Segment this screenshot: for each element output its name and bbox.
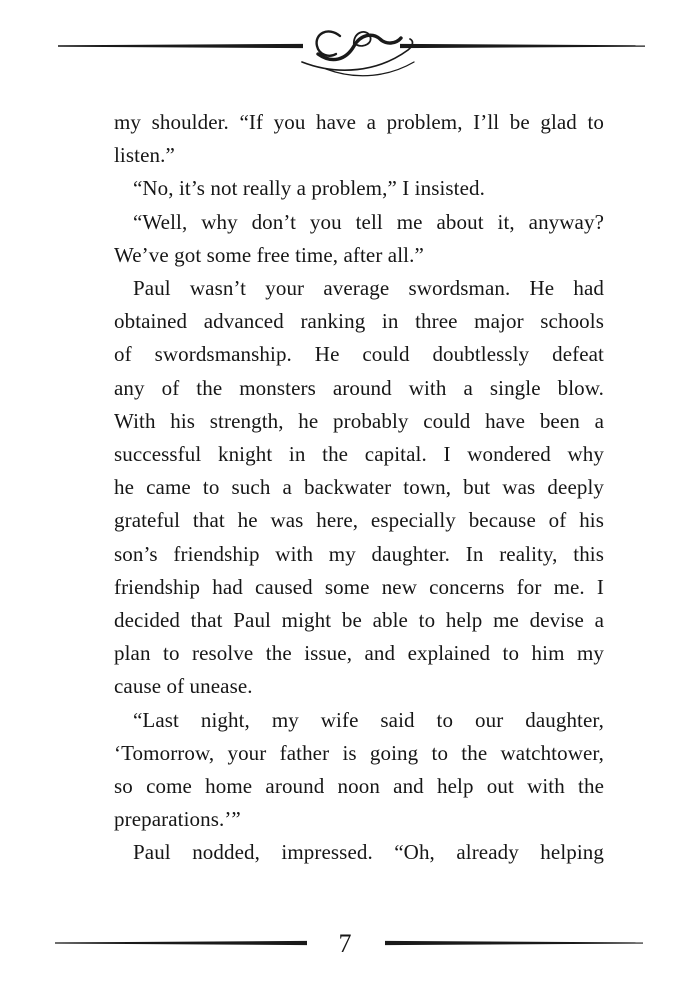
paragraph [114, 704, 604, 837]
text-line: “No, it’s not really a problem,” I insisted. [133, 176, 485, 201]
paragraph [114, 836, 604, 869]
text-line: friendship had caused some new concerns for me. I [114, 574, 604, 599]
page-number: 7 [338, 929, 352, 958]
text-line: he came to such a backwater town, but was deeply [114, 475, 604, 500]
text-line: cause of unease. [114, 674, 253, 699]
text-line: obtained advanced ranking in three major schools [114, 309, 604, 334]
text-line: successful knight in the capital. I wondered why [114, 442, 604, 467]
text-line: ‘Tomorrow, your father is going to the watchtower, [114, 740, 604, 765]
text-line: We’ve got some free time, after all.” [114, 242, 424, 267]
text-line: “Well, why don’t you tell me about it, anyway? [133, 209, 604, 234]
text-line: any of the monsters around with a single blow. [114, 375, 604, 400]
text-line: With his strength, he probably could have been a [114, 408, 604, 433]
header-divider [30, 18, 670, 82]
header-rule-left [58, 44, 303, 48]
text-line: Paul nodded, impressed. “Oh, already helping [133, 840, 604, 865]
header-rule-right [400, 44, 645, 48]
paragraph [114, 206, 604, 272]
text-line: decided that Paul might be able to help me devise a [114, 608, 604, 633]
text-line: so come home around noon and help out with the [114, 774, 604, 799]
calligraphic-flourish-icon [302, 31, 414, 75]
text-line: my shoulder. “If you have a problem, I’ll be glad to [114, 110, 604, 134]
text-line: preparations.’” [114, 807, 241, 832]
paragraph [114, 272, 604, 704]
text-line: “Last night, my wife said to our daughter, [133, 707, 604, 732]
text-line: of swordsmanship. He could doubtlessly defeat [114, 342, 604, 367]
text-line: plan to resolve the issue, and explained to him my [114, 641, 604, 666]
text-line: Paul wasn’t your average swordsman. He had [133, 276, 604, 301]
text-block [114, 106, 604, 870]
text-line: listen.” [114, 143, 175, 168]
text-line: grateful that he was here, especially because of his [114, 508, 604, 533]
text-line: son’s friendship with my daughter. In reality, this [114, 541, 604, 566]
paragraph [114, 172, 604, 205]
paragraph [114, 106, 604, 172]
